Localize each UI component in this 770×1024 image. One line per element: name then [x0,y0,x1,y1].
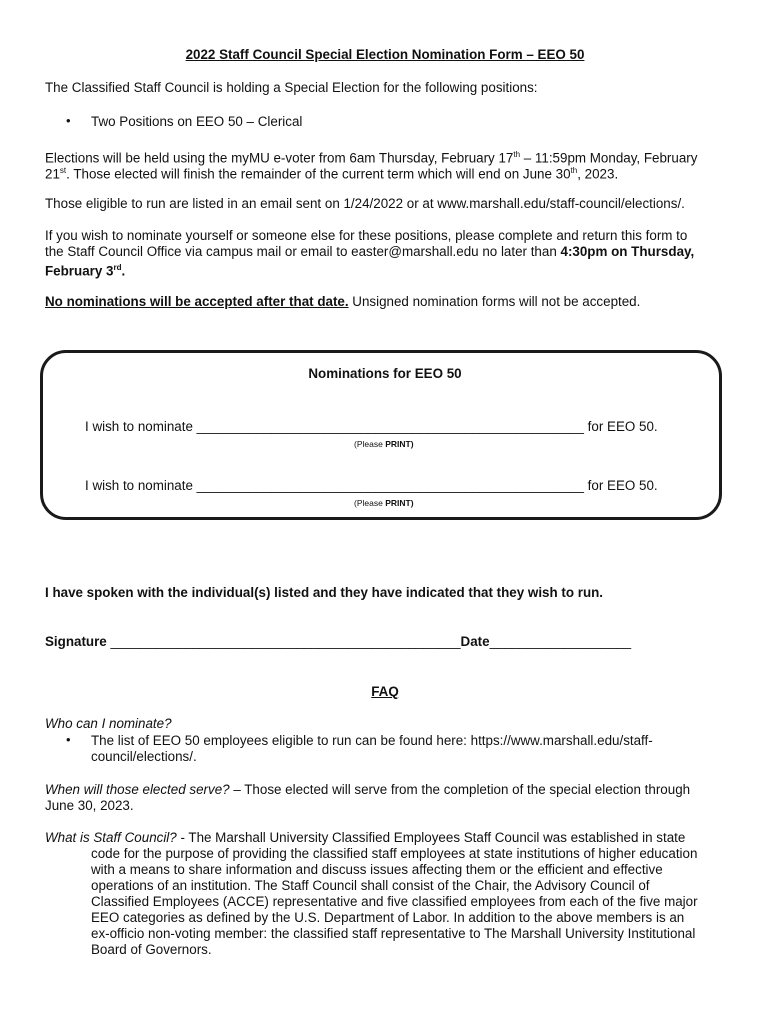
faq-question-1: Who can I nominate? [45,716,172,731]
nominations-heading: Nominations for EEO 50 [308,366,462,381]
print-note [354,495,414,512]
bullet-icon: • [66,113,71,128]
signature-label: Signature [45,634,107,649]
faq-answer-1-line-1: The list of EEO 50 employees eligible to run can be found here: https://www.marshall.edu/staff- [91,733,653,748]
nominate-deadline-date: February 3 [45,263,114,279]
deadline-warning: No nominations will be accepted after that date. [45,294,349,309]
faq-question-3: What is Staff Council? [45,830,177,845]
print-note-bold: PRINT) [385,439,414,449]
faq-answer-2-line-1 [45,782,690,799]
faq-answer-3-line-1 [45,830,685,847]
faq-answer-3-line: EEO categories as defined by the U.S. Department of Labor. In addition to the above members is an [91,910,685,925]
superscript: rd [113,263,122,272]
faq-answer-1-line-2: council/elections/. [91,749,197,764]
faq-heading: FAQ [371,684,399,699]
eligible-text: Those eligible to run are listed in an email sent on 1/24/2022 or at www.marshall.edu/staff-council/elections/. [45,196,685,211]
nominate-suffix: for EEO 50. [587,419,658,434]
faq-answer-3-line: operations of an institution. The Staff Council shall consist of the Chair, the Advisory Council of [91,878,650,893]
nominee-name-field[interactable]: ____________________________________________________ [196,478,584,493]
nominate-text: the Staff Council Office via campus mail or email to easter@marshall.edu no later than [45,244,561,259]
faq-answer-2-line-2: June 30, 2023. [45,798,134,813]
signature-line [45,634,631,651]
nominate-label: I wish to nominate [85,419,193,434]
period: . [121,263,126,279]
nominate-deadline-time: 4:30pm on Thursday, [560,244,695,259]
elections-text: 21 [45,166,60,182]
intro-text: The Classified Staff Council is holding a Special Election for the following positions: [45,80,538,95]
faq-answer-3-line: code for the purpose of providing the classified staff employees at state institutions of higher education [91,846,698,861]
elections-text: , 2023. [577,166,619,182]
deadline-line [45,294,640,311]
nominate-suffix: for EEO 50. [587,478,658,493]
nominate-label: I wish to nominate [85,478,193,493]
form-title: 2022 Staff Council Special Election Nomination Form – EEO 50 [185,47,585,62]
elections-text: Elections will be held using the myMU e-voter from 6am Thursday, February 17 [45,150,514,166]
nominee-name-field[interactable]: ____________________________________________________ [196,419,584,434]
faq-answer-3-line: Board of Governors. [91,942,212,957]
nominate-line-3 [45,260,125,280]
superscript: th [513,150,521,159]
elections-line-2 [45,163,618,183]
faq-answer-2: – Those elected will serve from the completion of the special election through [229,782,691,797]
faq-answer-3-line: Classified Employees (ACCE) representative and five classified employees from each of the five major [91,894,698,909]
date-label: Date [460,634,490,649]
position-item: Two Positions on EEO 50 – Clerical [91,114,303,129]
nomination-row-1[interactable] [85,419,658,436]
spoken-statement: I have spoken with the individual(s) listed and they have indicated that they wish to run. [45,585,604,600]
print-note [354,436,414,453]
signature-field[interactable]: _______________________________________________ [110,634,461,649]
print-note-bold: PRINT) [385,498,414,508]
print-note-text: (Please [354,439,386,449]
superscript: th [570,166,578,175]
bullet-icon: • [66,732,71,747]
print-note-text: (Please [354,498,386,508]
nominate-line-2 [45,244,694,261]
elections-text: . Those elected will finish the remainder of the current term which will end on June 30 [66,166,571,182]
nomination-row-2[interactable] [85,478,658,495]
faq-answer-3: - The Marshall University Classified Employees Staff Council was established in state [176,830,686,845]
date-field[interactable]: ___________________ [489,634,632,649]
faq-question-2: When will those elected serve? [45,782,230,797]
faq-answer-3-line: with a means to share information and discuss issues affecting them or the efficient and effective [91,862,663,877]
elections-text: – 11:59pm Monday, February [520,150,698,166]
superscript: st [59,166,67,175]
faq-answer-3-line: ex-officio non-voting member: the classified staff representative to The Marshall University Institutional [91,926,696,941]
nominate-line-1: If you wish to nominate yourself or someone else for these positions, please complete and return this form to [45,228,688,243]
deadline-rest: Unsigned nomination forms will not be accepted. [348,294,641,309]
